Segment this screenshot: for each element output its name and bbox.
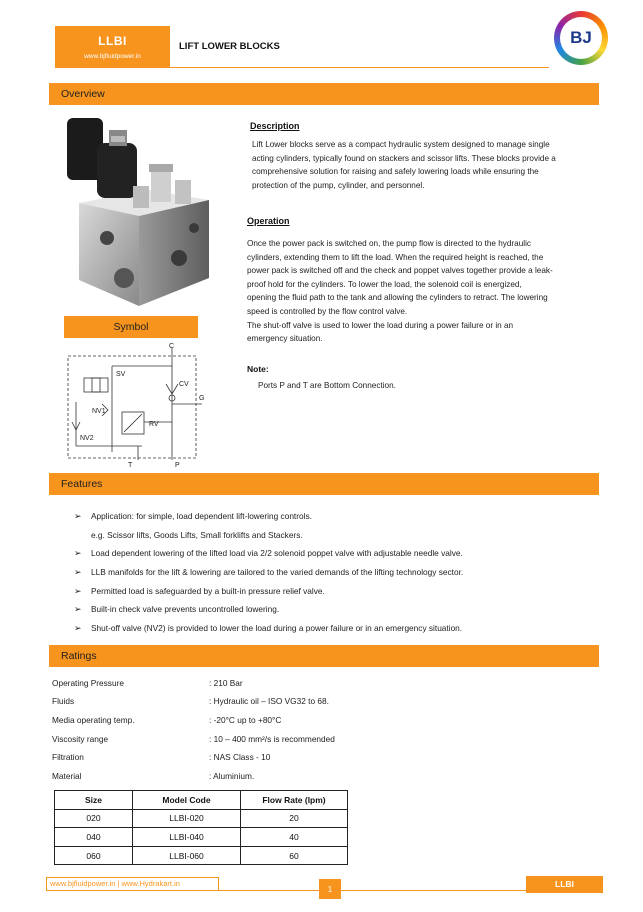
feature-text: Permitted load is safeguarded by a built-in pressure relief valve. [91, 586, 325, 596]
feature-item [74, 623, 462, 634]
operation-line: proof hold for the cylinders. To lower the load, the solenoid coil is energized, [247, 279, 522, 289]
symbol-label-sv: SV [116, 371, 126, 378]
table-cell: LLBI-020 [133, 809, 241, 828]
operation-line: opening the fluid path to the tank and allowing the cylinders to retract. The lowering [247, 293, 548, 303]
operation-line: power pack is switched off and the check and poppet valves together provide a leak- [247, 266, 553, 276]
rating-label: Operating Pressure [52, 678, 124, 688]
brand-url[interactable]: www.bjfluidpower.in [84, 53, 141, 60]
feature-item [74, 586, 325, 597]
symbol-label-nv1: NV1 [92, 408, 106, 415]
product-illustration-icon [59, 108, 219, 308]
description-line: comprehensive solution for raising and safely lowering loads while ensuring the [252, 167, 539, 177]
symbol-label-nv2: NV2 [80, 435, 94, 442]
description-text [252, 138, 602, 192]
table-cell: LLBI-060 [133, 846, 241, 865]
feature-text: Built-in check valve prevents uncontrolled lowering. [91, 604, 280, 614]
table-cell: 060 [55, 846, 133, 865]
description-heading: Description [250, 121, 300, 131]
rating-label: Material [52, 771, 82, 781]
column-header: Model Code [133, 791, 241, 810]
feature-text: LLB manifolds for the lift & lowering are tailored to the varied demands of the lifting technology sector. [91, 567, 464, 577]
header-divider [55, 67, 549, 68]
feature-text: Application: for simple, load dependent lift-lowering controls. [91, 511, 312, 521]
bullet-arrow-icon: ➢ [74, 548, 82, 558]
bullet-arrow-icon: ➢ [74, 604, 82, 614]
feature-item [74, 567, 463, 578]
footer-links[interactable]: www.bjfluidpower.in | www.Hydrakart.in [46, 877, 219, 891]
footer-code: LLBI [526, 876, 603, 893]
rating-value: : 210 Bar [209, 678, 243, 688]
rating-label: Viscosity range [52, 734, 109, 744]
description-line: acting cylinders, typically found on stackers and scissor lifts. These blocks provide a [252, 153, 556, 163]
symbol-label-c: C [169, 343, 175, 350]
note-text: Ports P and T are Bottom Connection. [258, 381, 396, 390]
description-line: Lift Lower blocks serve as a compact hydraulic system designed to manage single [252, 140, 550, 149]
symbol-section-bar: Symbol [64, 316, 198, 338]
rating-value: : Hydraulic oil – ISO VG32 to 68. [209, 696, 329, 706]
symbol-label-p: P [175, 462, 180, 469]
operation-line: cylinders, extending them to lift the load. When the required height is reached, the [247, 252, 544, 262]
symbol-label-rv: RV [149, 421, 159, 428]
table-cell: 40 [241, 828, 348, 847]
rating-value: : 10 – 400 mm²/s is recommended [209, 734, 335, 744]
operation-heading: Operation [247, 216, 290, 226]
rating-label: Filtration [52, 752, 84, 762]
feature-text: Shut-off valve (NV2) is provided to lower the load during a power failure or in an emergency situation. [91, 623, 463, 633]
table-cell: LLBI-040 [133, 828, 241, 847]
bullet-arrow-icon: ➢ [74, 567, 82, 577]
overview-section-bar: Overview [49, 83, 599, 105]
operation-line: The shut-off valve is used to lower the load during a power failure or in an [247, 320, 514, 330]
table-cell: 020 [55, 809, 133, 828]
footer-divider [219, 890, 527, 891]
bj-logo [554, 11, 608, 65]
hydraulic-symbol-icon [62, 342, 212, 470]
ratings-section-bar: Ratings [49, 645, 599, 667]
bullet-arrow-icon: ➢ [74, 623, 82, 633]
rating-value: : Aluminium. [209, 771, 255, 781]
symbol-label-g: G [199, 395, 205, 402]
column-header: Size [55, 791, 133, 810]
rating-label: Fluids [52, 696, 75, 706]
feature-text: Load dependent lowering of the lifted load via 2/2 solenoid poppet valve with adjustable needle valve. [91, 548, 463, 558]
table-header-row [55, 791, 348, 810]
feature-item [74, 604, 279, 615]
document-title: LIFT LOWER BLOCKS [179, 41, 280, 52]
column-header: Flow Rate (lpm) [241, 791, 348, 810]
logo-text: BJ [560, 17, 602, 59]
feature-item [74, 548, 463, 559]
table-cell: 040 [55, 828, 133, 847]
table-row [55, 809, 348, 828]
table-cell: 20 [241, 809, 348, 828]
symbol-label-cv: CV [179, 381, 189, 388]
feature-item [74, 511, 312, 522]
operation-line: emergency situation. [247, 334, 323, 344]
rating-value: : NAS Class - 10 [209, 752, 271, 762]
brand-box [55, 26, 170, 67]
table-cell: 60 [241, 846, 348, 865]
operation-text [247, 237, 602, 346]
bullet-arrow-icon: ➢ [74, 511, 82, 521]
table-row [55, 828, 348, 847]
features-section-bar: Features [49, 473, 599, 495]
symbol-label-t: T [128, 462, 133, 469]
operation-line: Once the power pack is switched on, the pump flow is directed to the hydraulic [247, 239, 531, 248]
model-table [54, 790, 348, 865]
rating-value: : -20°C up to +80°C [209, 715, 282, 725]
note-heading: Note: [247, 364, 269, 374]
brand-title: LLBI [98, 34, 127, 48]
feature-example: e.g. Scissor lifts, Goods Lifts, Small forklifts and Stackers. [91, 530, 303, 540]
table-row [55, 846, 348, 865]
description-line: protection of the pump, cylinder, and personnel. [252, 180, 425, 190]
rating-label: Media operating temp. [52, 715, 135, 725]
operation-line: speed is controlled by the flow control valve. [247, 306, 408, 316]
bullet-arrow-icon: ➢ [74, 586, 82, 596]
page-number: 1 [319, 879, 341, 899]
